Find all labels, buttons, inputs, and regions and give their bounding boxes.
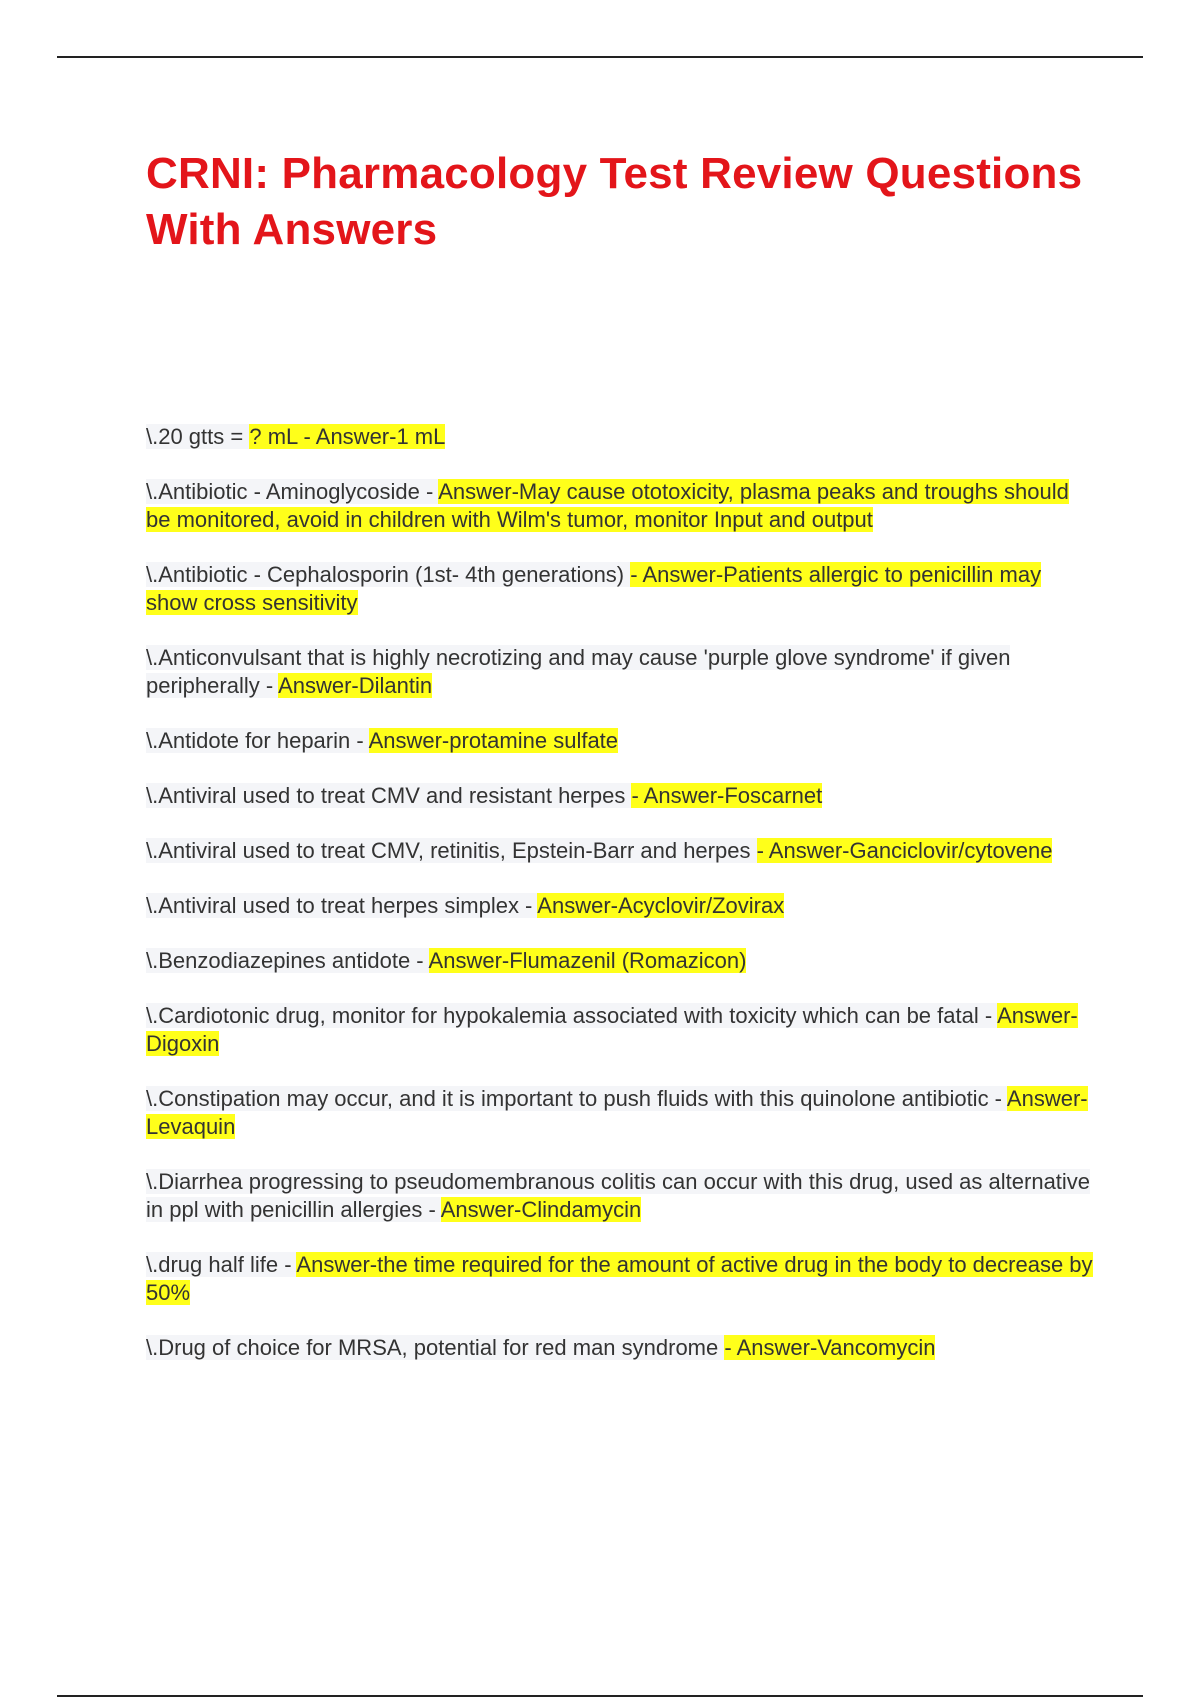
document-title: CRNI: Pharmacology Test Review Questions With Answers <box>146 149 1083 254</box>
answer-highlight: Answer-Acyclovir/Zovirax <box>537 893 785 918</box>
qa-item <box>146 837 1096 865</box>
question-text: \.Antiviral used to treat CMV and resistant herpes <box>146 783 632 808</box>
question-text: \.Diarrhea progressing to pseudomembranous colitis can occur with this drug, used as alternative in ppl with penicillin allergies - <box>146 1169 1091 1222</box>
question-text: \.Drug of choice for MRSA, potential for red man syndrome <box>146 1335 725 1360</box>
answer-highlight: - Answer-Vancomycin <box>724 1335 936 1360</box>
question-text: \.Antiviral used to treat herpes simplex - <box>146 893 538 918</box>
qa-item <box>146 1002 1096 1058</box>
top-rule <box>57 56 1143 58</box>
question-text: \.Antidote for heparin - <box>146 728 369 753</box>
bottom-rule <box>57 1695 1143 1697</box>
answer-highlight: ? mL - Answer-1 mL <box>249 424 446 449</box>
qa-item <box>146 782 1096 810</box>
qa-item <box>146 561 1096 617</box>
qa-item <box>146 1334 1096 1362</box>
qa-item <box>146 644 1096 700</box>
qa-item <box>146 1251 1096 1307</box>
answer-highlight: Answer-Levaquin <box>146 1086 1088 1139</box>
answer-highlight: Answer-protamine sulfate <box>368 728 619 753</box>
qa-list <box>146 423 1096 1389</box>
question-text: \.drug half life - <box>146 1252 297 1277</box>
answer-highlight: Answer-the time required for the amount of active drug in the body to decrease by 50% <box>146 1252 1093 1305</box>
question-text: \.Antiviral used to treat CMV, retinitis, Epstein-Barr and herpes <box>146 838 757 863</box>
answer-highlight: - Answer-Patients allergic to penicillin may show cross sensitivity <box>146 562 1042 615</box>
answer-highlight: - Answer-Ganciclovir/cytovene <box>756 838 1053 863</box>
answer-highlight: Answer-May cause ototoxicity, plasma peaks and troughs should be monitored, avoid in children with Wilm's tumor, monitor Input and output <box>146 479 1069 532</box>
question-text: \.Antibiotic - Aminoglycoside - <box>146 479 439 504</box>
qa-item <box>146 1168 1096 1224</box>
qa-item <box>146 423 1096 451</box>
qa-item <box>146 947 1096 975</box>
qa-item <box>146 727 1096 755</box>
question-text: \.Anticonvulsant that is highly necrotizing and may cause 'purple glove syndrome' if given peripherally - <box>146 645 1011 698</box>
answer-highlight: Answer-Clindamycin <box>440 1197 642 1222</box>
answer-highlight: Answer-Digoxin <box>146 1003 1078 1056</box>
question-text: \.Antibiotic - Cephalosporin (1st- 4th generations) <box>146 562 631 587</box>
qa-item <box>146 892 1096 920</box>
question-text: \.Benzodiazepines antidote - <box>146 948 429 973</box>
question-text: \.Cardiotonic drug, monitor for hypokalemia associated with toxicity which can be fatal - <box>146 1003 998 1028</box>
question-text: \.20 gtts = <box>146 424 250 449</box>
question-text: \.Constipation may occur, and it is important to push fluids with this quinolone antibiotic - <box>146 1086 1007 1111</box>
answer-highlight: - Answer-Foscarnet <box>631 783 823 808</box>
qa-item <box>146 478 1096 534</box>
qa-item <box>146 1085 1096 1141</box>
answer-highlight: Answer-Flumazenil (Romazicon) <box>428 948 747 973</box>
answer-highlight: Answer-Dilantin <box>278 673 433 698</box>
